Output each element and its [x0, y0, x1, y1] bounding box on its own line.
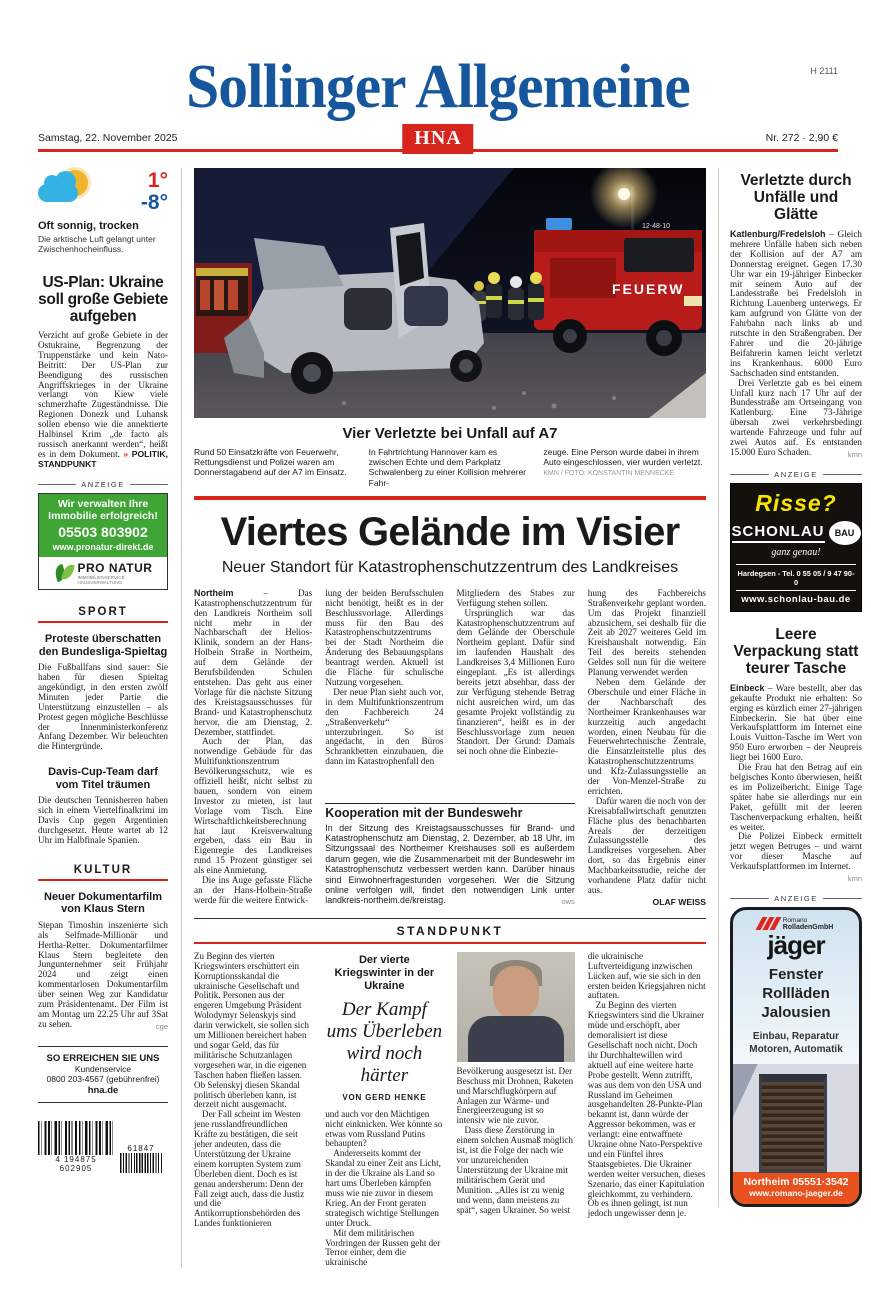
schonlau-contact[interactable]: Hardegsen - Tel. 0 55 05 / 9 47 90-0	[736, 564, 856, 587]
accident-photo-illustration	[194, 168, 706, 418]
sport-item2-title: Davis-Cup-Team darf vom Titel träumen	[48, 766, 158, 791]
caption-col-1: Rund 50 Einsatzkräfte von Feuerwehr, Rettungsdienst und Polizei waren am Donnerstagabend auf der A7 im Einsatz.	[194, 447, 347, 478]
pronatur-url[interactable]: www.pronatur-direkt.de	[52, 541, 154, 552]
schonlau-ad[interactable]	[730, 483, 862, 612]
contact-box	[38, 1046, 168, 1103]
us-plan-text: Verzicht auf große Gebiete in der Ostukraine, Begrenzung der Truppenstärke und kein Nato-Beitritt: Der US-Plan zur Beendigung des russischen Angriffskrieges in der Ukraine verlangt von Kiew viele schmerzhafte Zugeständnisse. Die Regionen Donezk und Luhansk sollen ebenso wie die annektierte Halbinsel Krim „de facto als russisch anerkannt werden“, heißt es in dem Dokument.	[38, 330, 168, 459]
accidents-dateline: Katlenburg/Fredelsloh	[730, 229, 826, 239]
car-seat	[344, 288, 392, 330]
standpunkt-kicker: Der vierte Kriegswinter in der Ukraine	[334, 953, 435, 992]
schonlau-bau-badge-icon: BAU	[829, 521, 861, 545]
issue-number-price: Nr. 272 · 2,90 €	[765, 132, 838, 144]
infobox-body: In der Sitzung des Kreistagsausschusses für Brand- und Katastrophenschutz am Dienstag, 2. Dezember, ab 18 Uhr, im Sitzungssaal des Northeimer Kreishauses soll es außerdem darum gegen, wie die Zusammenarbeit mit der Bundeswehr im Katastrophenschutz verbessert werden kann. Darüber hinaus sind Einwohnerfragestunden vorgesehen. Wer die Sitzung online verfolgen will, findet den notwendigen Link unter landkreis-northeim.de/kreistag. ows	[325, 822, 575, 907]
sport-item1-body: Die Fußballfans sind sauer: Sie haben für diesen Spieltag angekündigt, in den ersten zwölf Minuten jeder Partie die Unterstützung einzustellen – als Protest gegen mögliche Beschlüsse der Innenministerkonferenz Anfang Dezember. Wir beleuchten die Hintergründe.	[38, 662, 168, 752]
section-header-kultur: KULTUR	[38, 864, 168, 881]
schonlau-url[interactable]: www.schonlau-bau.de	[736, 590, 856, 605]
sport-item1-title: Proteste überschatten den Bundesliga-Spieltag	[38, 633, 168, 658]
caption-col-2: In Fahrtrichtung Hannover kam es zwischen Echte und dem Parkplatz Schwalenberg zu einer Kollision mehrerer Fahr-	[368, 447, 527, 488]
truck-number: 12-48-10	[642, 223, 671, 230]
issue-date: Samstag, 22. November 2025	[38, 132, 178, 144]
barcode-code: 61847	[127, 1143, 155, 1153]
teaser-body-us-plan	[38, 331, 168, 470]
cloud-icon	[38, 184, 78, 202]
photo-story-title: Vier Verletzte bei Unfall auf A7	[342, 425, 558, 442]
left-column	[38, 168, 168, 1173]
accidents-headline: Verletzte durch Unfälle und Glätte	[740, 172, 852, 223]
main-subhead: Neuer Standort für Katastrophenschutzzentrum des Landkreises	[221, 558, 679, 576]
weather-detail: Die arktische Luft gelangt unter Zwischenhocheinfluss.	[38, 234, 156, 254]
author-sig: cge	[155, 1021, 168, 1031]
kultur-item-body: Stepan Timoshin inszenierte sich als Selfmade-Millionär und Hertha-Retter. Dokumentarfilmer Klaus Stern begleitete den Jungunternehmer seit Frühjahr 2024 und zeigt einen kommentarlosen Dokumentarfilm über seinen Weg zur Kandidatur zum Präsidentenamt. Der Film ist am Montag um 22.25 Uhr auf 3Sat zu sehen. cge	[38, 919, 168, 1031]
contact-phone[interactable]: 0800 203-4567 (gebührenfrei)	[46, 1074, 160, 1085]
standpunkt-title: Der Kampf ums Überleben wird noch härter	[326, 998, 443, 1086]
infobox-title: Kooperation mit der Bundeswehr	[325, 805, 523, 820]
article-column-1: Northeim – Das Katastrophenschutzzentrum für den Landkreis Northeim soll nicht mehr in der Nachbarschaft der Helios-Klinik, sondern an der Hans-Holbein Straße in Northeim, auf dem Gelände der Berufsbildenden Schulen entstehen. Das geht aus einer Vorlage für die nächste Sitzung des Kreistagsausschusses für Brand- und Katastrophenschutz hervor, die am Dienstag, 2. Dezember, stattfindet. Auch der Plan, das notwendige Gebäude für das Multifunktionszentrum Bevölkerungsschutz, wie es offiziell heißt, nicht selbst zu bauen, sondern von einem Investor zu mieten, ist laut Vorlage vom Tisch. Eine Wirtschaftlichkeitsberechnung hat laut Kreisverwaltung ergeben, dass ein Bau in Eigenregie des Landkreises rund 15 Prozent günstiger sei als eine Anmietung. Die ins Auge gefasste Fläche an der Hans-Holbein-Straße werde für die weitere Entwick-	[194, 587, 313, 905]
weather-widget	[38, 168, 168, 216]
article-column-4: hung des Fachbereichs Straßenverkehr geplant worden. Um das Projekt finanziell abzusichern, sei deshalb für die Zeit ab 2027 weiteres Geld im Kreishaushalt notwendig. Ein Teil des bereits stehenden Geldes soll nun für die weitere Planung verwendet werden Neben dem Gelände der Oberschule und einer Fläche in der Nachbarschaft des Northeimer Krankenhauses war kurzzeitig auch angedacht worden, einen Neubau für die Feuerwehrtechnische Zentrale, die Einsatzleitstelle plus des Katastrophenschutzzentrums und Kfz-Zulassungsstelle an der Von-Menzel-Straße zu errichten. Dafür waren die noch von der Kreisabfallwirtschaft genutzten Fläche plus des benachbarten Areals der derzeitigen Zulassungsstelle des Landkreises vorgesehen. Aber dort, so das Ergebnis einer Machbarkeitsstudie, reiche der vorhandene Platz dafür nicht aus. OLAF WEISS	[587, 587, 706, 907]
car-seat-2	[404, 286, 448, 326]
contact-title: SO ERREICHEN SIE UNS	[46, 1052, 160, 1064]
jaeger-service-2: Motoren, Automatik	[749, 1043, 843, 1055]
pronatur-sub1: IMMOBILIENSERVICE	[77, 574, 125, 580]
anzeige-label: ANZEIGE	[38, 480, 168, 489]
jaeger-product-1: Fenster	[768, 965, 824, 983]
section-header-standpunkt: STANDPUNKT	[194, 919, 706, 944]
door-window	[396, 232, 424, 286]
anzeige-label-3: ANZEIGE	[730, 894, 862, 903]
contact-service: Kundenservice	[74, 1063, 132, 1074]
barcode-icon	[38, 1121, 114, 1155]
roller-shutter-image	[733, 1064, 859, 1172]
packaging-headline: Leere Verpackung statt teurer Tasche	[733, 625, 859, 677]
standpunkt-column-4: die ukrainische Luftverteidigung inzwischen Lücken auf, wie sie sich in den ersten beiden Kriegsjahren nicht auftaten. Zu Beginn des vierten Kriegswinters sind die Ukrainer müde und erschöpft, aber demoralisiert ist diese Gesellschaft noch nicht. Doch ihr Durchhaltewillen wird aktuell auf eine weitere harte Probe gestellt. Wenn zutrifft, was aus dem von den USA und Russland im Geheimen ausgehandelten 28-Punkte-Plan bekannt ist, dann würde der Aggressor bekommen, was er verlangt: eine entwaffnete Ukraine ohne Nato-Perspektive und ein Fünftel ihres Staatsgebietes. Die Ukrainer werden weiter versuchen, dieses Szenario, das einer Kapitulation gleichkommt, zu verhindern. Ob es ihnen gelingt, ist nun jedoch ungewisser denn je.	[587, 950, 706, 1219]
caption-col-3: zeuge. Eine Person wurde dabei in ihrem Auto eingeschlossen, vier wurden verletzt. KMN / FOTO: KONSTANTIN MENNECKE	[543, 447, 703, 478]
portrait-sweater	[468, 1016, 564, 1062]
article-dateline: Northeim	[194, 587, 234, 598]
newspaper-title: Sollinger Allgemeine	[186, 53, 690, 121]
center-column	[181, 168, 706, 1268]
barcode-number: 4 194875 602905	[55, 1154, 97, 1173]
standpunkt-column-3: Bevölkerung ausgesetzt ist. Der Beschuss mit Drohnen, Raketen und Marschflugkörpern auf Anlagen zur Wärme- und Energieerzeugung ist so intensiv wie nie zuvor. Dass diese Zerstörung in einem solchen Ausmaß möglich ist, ist die Folge der nach wie vor unzureichenden Unterstützung der Ukraine mit militärischem Gerät und Munition. „Alles ist zu wenig und wenn, dann meistens zu spät“, sagen Ukrainer. So weist	[457, 952, 575, 1268]
pronatur-brand: PRO NATUR	[77, 560, 153, 575]
divider-rule-red	[194, 496, 706, 500]
truck-lettering: FEUERW	[612, 281, 685, 297]
pronatur-ad[interactable]	[38, 493, 168, 590]
barcode-area	[38, 1121, 168, 1173]
main-article	[194, 589, 706, 908]
jaeger-brand: jäger	[767, 929, 825, 960]
accident-photo	[194, 168, 706, 418]
packaging-dateline: Einbeck	[730, 682, 765, 693]
standpunkt-article	[194, 952, 706, 1268]
author-portrait	[457, 952, 575, 1062]
photo-credit: KMN / FOTO: KONSTANTIN MENNECKE	[543, 470, 675, 478]
article-column-3: Mitgliedern des Stabes zur Verfügung stehen sollen. Ursprünglich war das Katastrophenschutzzentrum auf dem Gelände der Oberschule Northeim geplant. Dafür sind im laufenden Haushalt des Landkreises 3,4 Millionen Euro eingeplant. „Es ist allerdings bereits jetzt absehbar, dass der zur Verfügung stehende Betrag nicht ausreichen wird, um das gesamte Projekt vollständig zu finanzieren“, heißt es in der Beschlussvorlage zum neuen Standort. Der Grund: Damals sei noch ohne die Einbezie-	[456, 587, 575, 757]
packaging-body: Einbeck – Ware bestellt, aber das gekaufte Produkt nie erhalten: So erging es kürzlich einer 27-jährigen Einbeckerin. Sie hat über eine Verkaufsplattform im Internet eine Louis Vuitton-Tasche im Wert von 950 Euro erworben – der Neupreis liegt bei 1600 Euro. Die Frau hat den Betrag auf ein belgisches Konto überwiesen, heißt es im Polizeibericht. Einige Tage später habe sie allerdings nur ein Paket, gefüllt mit der leeren Taschenverpackung erhalten, heißt es weiter. Die Polizei Einbeck ermittelt jetzt wegen Betruges – und warnt vor dieser Masche auf Verkaufsplattformen im Internet. kmn	[730, 682, 863, 884]
blue-lightbar-icon	[546, 218, 572, 230]
jaeger-ad[interactable]	[730, 907, 862, 1207]
pronatur-phone[interactable]: 05503 803902	[58, 523, 148, 540]
schonlau-headline: Risse?	[755, 489, 837, 516]
accidents-sig: kmn	[847, 449, 862, 459]
standpunkt-byline: VON GERD HENKE	[342, 1092, 427, 1102]
arrow-glyph: »	[123, 448, 129, 459]
infobox-sig: ows	[561, 897, 575, 907]
contact-url[interactable]: hna.de	[87, 1084, 119, 1096]
jaeger-product-2: Rollläden	[762, 984, 830, 1002]
pronatur-leaf-icon	[54, 564, 74, 582]
jaeger-url[interactable]: www.romano-jaeger.de	[749, 1187, 843, 1198]
temp-high: 1°	[147, 169, 168, 192]
weather-sun-cloud-icon	[38, 168, 96, 216]
jaeger-phone[interactable]: Northeim 05551·3542	[743, 1175, 849, 1188]
packaging-sig: kmn	[847, 874, 862, 884]
standpunkt-column-2: Der vierte Kriegswinter in der Ukraine Der Kampf ums Überleben wird noch härter VON GERD HENKE und auch vor den Mächtigen nicht einknicken. Wer könnte so etwas vom Russland Putins behaupten? Andererseits kommt der Skandal zu einer Zeit ans Licht, in der die Ukraine als Land so hart ums Überleben kämpfen muss wie nie zuvor in diesem Krieg. An der Front geraten strategisch wichtige Stellungen unter Druck. Mit dem militärischen Vordringen der Russen geht der Terror einher, dem die ukrainische	[325, 953, 443, 1268]
article-column-2: lung der beiden Berufsschulen nicht benötigt, heißt es in der Beschlussvorlage. Allerdings muss für den Bau des Katastrophenschutzzentrums bei der Stadt Northeim die Änderung des Bebauungsplans beantragt werden. Aktuell ist die Fläche für schulische Nutzung vorgesehen. Der neue Plan sieht auch vor, in dem Multifunktionszentrum den Fachbereich 24 „Straßenverkehr“ unterzubringen. So ist angedacht, in den Büros Schrankbetten einzubauen, die dann im Katastrophenfall den	[325, 587, 444, 767]
jaeger-service-1: Einbau, Reparatur	[752, 1030, 840, 1042]
schonlau-brand: SCHONLAU	[732, 523, 825, 543]
photo-caption	[194, 447, 706, 488]
pronatur-sub2: HAUSVERWALTUNG	[77, 579, 123, 585]
bundeswehr-infobox	[325, 803, 575, 908]
weather-summary: Oft sonnig, trocken	[38, 220, 139, 232]
standpunkt-column-1: Zu Beginn des vierten Kriegswinters erschüttert ein Korruptionsskandal die ukrainische Gesellschaft und Politik. Personen aus der engeren Umgebung Präsident Wolodymyr Selenskyjs sind darin verwickelt, sie sollen sich um Millionen bereichert haben und sogar Geld, das für militärische Schutzanlagen vorgesehen war, in die eigenen Taschen haben fließen lassen. Ob Selenskyj diesen Skandal politisch überleben kann, ist derzeit nicht ausgemacht. Der Fall scheint im Westen jene russlandfreundlichen Kräfte zu bestätigen, die seit jeher andeuten, dass die Unterstützung der Ukraine einem korrupten System zum Überleben dient. Doch es ist genau andersherum: Denn der Fall zeigt auch, dass die Justiz und die Antikorruptionsbehörden des Landes funktionieren	[194, 950, 309, 1229]
main-headline: Viertes Gelände im Visier	[220, 509, 680, 554]
article-author: OLAF WEISS	[652, 896, 706, 907]
portrait-face	[493, 966, 539, 1018]
section-header-sport: SPORT	[38, 606, 168, 623]
teaser-headline-us-plan: US-Plan: Ukraine soll große Gebiete aufgeben	[38, 274, 168, 325]
shutter-icon	[759, 1074, 827, 1173]
kultur-item-title: Neuer Dokumentarfilm von Klaus Stern	[44, 890, 162, 916]
accidents-body: Katlenburg/Fredelsloh – Gleich mehrere Unfälle haben sich neben der Kollision auf der A7 am Donnerstag ereignet. Gegen 17.30 Uhr war ein 19-jähriger Einbecker mit seinem Auto auf der Landesstraße bei Fredelsloh in Richtung Lauenberg unterwegs. Er kam aufgrund von Glätte von der Fahrbahn nach links ab und rutschte in den Straßengraben. Der Fahrer und die 20-jährige Beifahrerin kamen leicht verletzt ins Krankenhaus. 6000 Euro Sachschaden sind entstanden. Drei Verletzte gab es bei einem Unfall kurz nach 17 Uhr auf der Bundesstraße am Ortseingang von Katlenburg. Eine 73-Jährige übersah zwei verkehrsbedingt wartende Fahrzeuge und fuhr auf zwei Autos auf. Es entstanden 15.000 Euro Schaden. kmn	[730, 229, 862, 459]
pronatur-ad-text: Wir verwalten Ihre Immobilie erfolgreich!	[48, 497, 158, 522]
streetlight-lamp	[618, 188, 630, 200]
anzeige-label-2: ANZEIGE	[730, 470, 862, 479]
barcode-small-icon	[120, 1153, 162, 1173]
postal-code: H 2111	[810, 66, 838, 76]
headlight	[684, 296, 702, 306]
section-reference: » POLITIK, STANDPUNKT	[38, 448, 169, 469]
hna-logo: HNA	[402, 124, 473, 154]
right-column	[718, 168, 862, 1207]
jaeger-company: Romano RolladenGmbH	[782, 916, 834, 931]
sport-item2-body: Die deutschen Tennisherren haben sich in einem Viertelfinalkrimi im Davis Cup gegen Argentinien durchgesetzt. Heute wartet ab 12 Uhr im Halbfinale Spanien.	[38, 795, 168, 845]
schonlau-slogan: ganz genau!	[771, 546, 821, 558]
jaeger-product-3: Jalousien	[761, 1003, 831, 1021]
temp-low: -8°	[140, 191, 168, 214]
